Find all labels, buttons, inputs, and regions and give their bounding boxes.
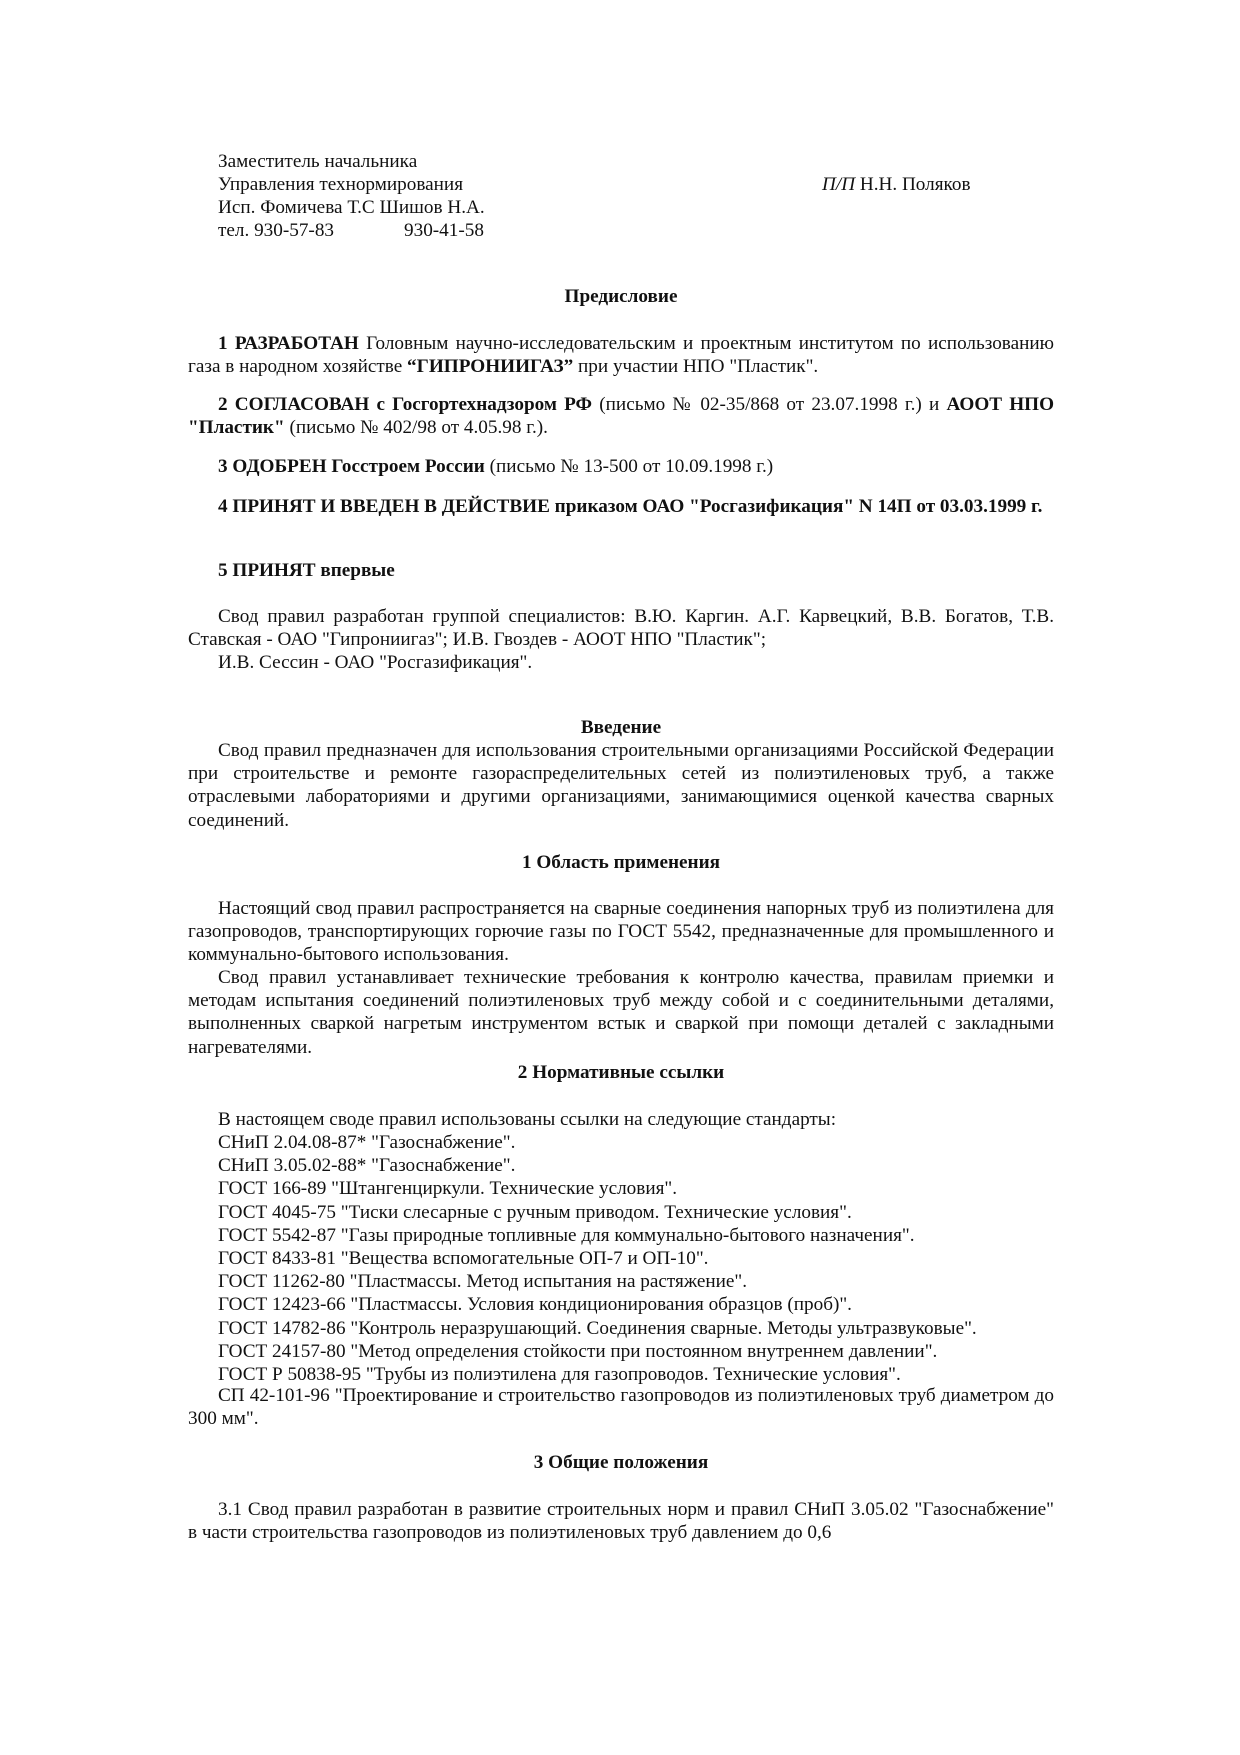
header-line: Исп. Фомичева Т.С Шишов Н.А.	[218, 197, 485, 218]
header-line: Управления технормирования	[218, 174, 464, 195]
preface-item-3	[188, 455, 1054, 478]
signature-mark: П/П	[822, 174, 856, 195]
general-title: 3 Общие положения	[533, 1452, 709, 1473]
refs-list	[188, 1131, 1054, 1386]
reference-item: ГОСТ 166-89 "Штангенциркули. Технические условия".	[218, 1178, 678, 1200]
preface-title: Предисловие	[564, 286, 678, 307]
intro-text: Свод правил предназначен для использования строительными организациями Российской Федерации при строительстве и ремонте газораспределительных сетей из полиэтиленовых труб, а также отраслевыми лабораториями и другими организациями, занимающимися оценкой качества сварных соединений.	[188, 740, 1054, 831]
phone-2: 930-41-58	[404, 220, 484, 241]
item-lead: 5 ПРИНЯТ впервые	[218, 560, 395, 581]
item-lead: 3 ОДОБРЕН Госстроем России	[218, 456, 485, 477]
header-phone	[218, 219, 484, 242]
item-lead: 4 ПРИНЯТ И ВВЕДЕН В ДЕЙСТВИЕ приказом ОАО "Росгазификация" N 14П от 03.03.1999 г.	[218, 496, 1043, 517]
reference-item: СНиП 3.05.02-88* "Газоснабжение".	[218, 1155, 516, 1177]
signature	[822, 173, 971, 196]
item-text: (письмо № 02-35/868 от 23.07.1998 г.) и	[599, 394, 940, 415]
general-paragraph: 3.1 Свод правил разработан в развитие строительных норм и правил СНиП 3.05.02 "Газоснабжение" в части строительства газопроводов из полиэтиленовых труб давлением до 0,6	[188, 1499, 1054, 1544]
reference-item: ГОСТ 5542-87 "Газы природные топливные для коммунально-бытового назначения".	[218, 1224, 915, 1246]
refs-intro: В настоящем своде правил использованы ссылки на следующие стандарты:	[218, 1109, 837, 1130]
refs-last-item: СП 42-101-96 "Проектирование и строительство газопроводов из полиэтиленовых труб диаметром до 300 мм".	[188, 1385, 1054, 1430]
refs-title: 2 Нормативные ссылки	[517, 1062, 725, 1083]
reference-item: ГОСТ Р 50838-95 "Трубы из полиэтилена для газопроводов. Технические условия".	[218, 1364, 901, 1386]
reference-item: ГОСТ 14782-86 "Контроль неразрушающий. Соединения сварные. Методы ультразвуковые".	[218, 1317, 977, 1339]
preface-item-4	[188, 495, 1054, 518]
org-name: АООТ НПО "Пластик"	[188, 394, 1055, 439]
preface-authors-line: И.В. Сессин - ОАО "Росгазификация".	[218, 652, 533, 673]
item-text: (письмо № 402/98 от 4.05.98 г.).	[289, 417, 548, 439]
preface-item-2	[188, 393, 1054, 439]
preface-item-5	[188, 559, 1054, 582]
preface-authors: Свод правил разработан группой специалистов: В.Ю. Каргин. А.Г. Карвецкий, В.В. Богатов, Т.В. Ставская - ОАО "Гипрониигаз"; И.В. Гвоздев - АООТ НПО "Пластик";	[188, 606, 1054, 651]
item-lead: 2 СОГЛАСОВАН с Госгортехнадзором РФ	[218, 394, 593, 415]
reference-item: ГОСТ 11262-80 "Пластмассы. Метод испытания на растяжение".	[218, 1271, 748, 1293]
item-text: при участии НПО "Пластик".	[578, 356, 819, 378]
org-name: “ГИПРОНИИГАЗ”	[407, 356, 574, 378]
signatory-name: Н.Н. Поляков	[859, 174, 971, 195]
header-line: Заместитель начальника	[218, 151, 418, 172]
item-text: Головным научно-исследовательским и проектным институтом по использованию газа в народном хозяйстве	[188, 333, 1055, 378]
intro-title: Введение	[580, 717, 662, 738]
preface-item-1	[188, 332, 1054, 378]
reference-item: ГОСТ 4045-75 "Тиски слесарные с ручным приводом. Технические условия".	[218, 1201, 852, 1223]
reference-item: ГОСТ 12423-66 "Пластмассы. Условия кондиционирования образцов (проб)".	[218, 1294, 852, 1316]
phone-1: тел. 930-57-83	[218, 220, 335, 241]
reference-item: СНиП 2.04.08-87* "Газоснабжение".	[218, 1132, 516, 1153]
scope-paragraph: Свод правил устанавливает технические требования к контролю качества, правилам приемки и методам испытания соединений полиэтиленовых труб между собой и с соединительными деталями, выполненных сваркой нагретым инструментом встык и сваркой при помощи деталей с закладными нагревателями.	[188, 967, 1054, 1058]
item-text: (письмо № 13-500 от 10.09.1998 г.)	[489, 456, 774, 477]
reference-item: ГОСТ 8433-81 "Вещества вспомогательные ОП-7 и ОП-10".	[218, 1248, 709, 1270]
scope-title: 1 Область применения	[521, 852, 721, 873]
reference-item: ГОСТ 24157-80 "Метод определения стойкости при постоянном внутреннем давлении".	[218, 1340, 938, 1362]
scope-paragraph: Настоящий свод правил распространяется на сварные соединения напорных труб из полиэтилена для газопроводов, транспортирующих горючие газы по ГОСТ 5542, предназначенные для промышленного и коммунально-бытового использования.	[188, 898, 1054, 966]
item-lead: 1 РАЗРАБОТАН	[218, 333, 359, 354]
